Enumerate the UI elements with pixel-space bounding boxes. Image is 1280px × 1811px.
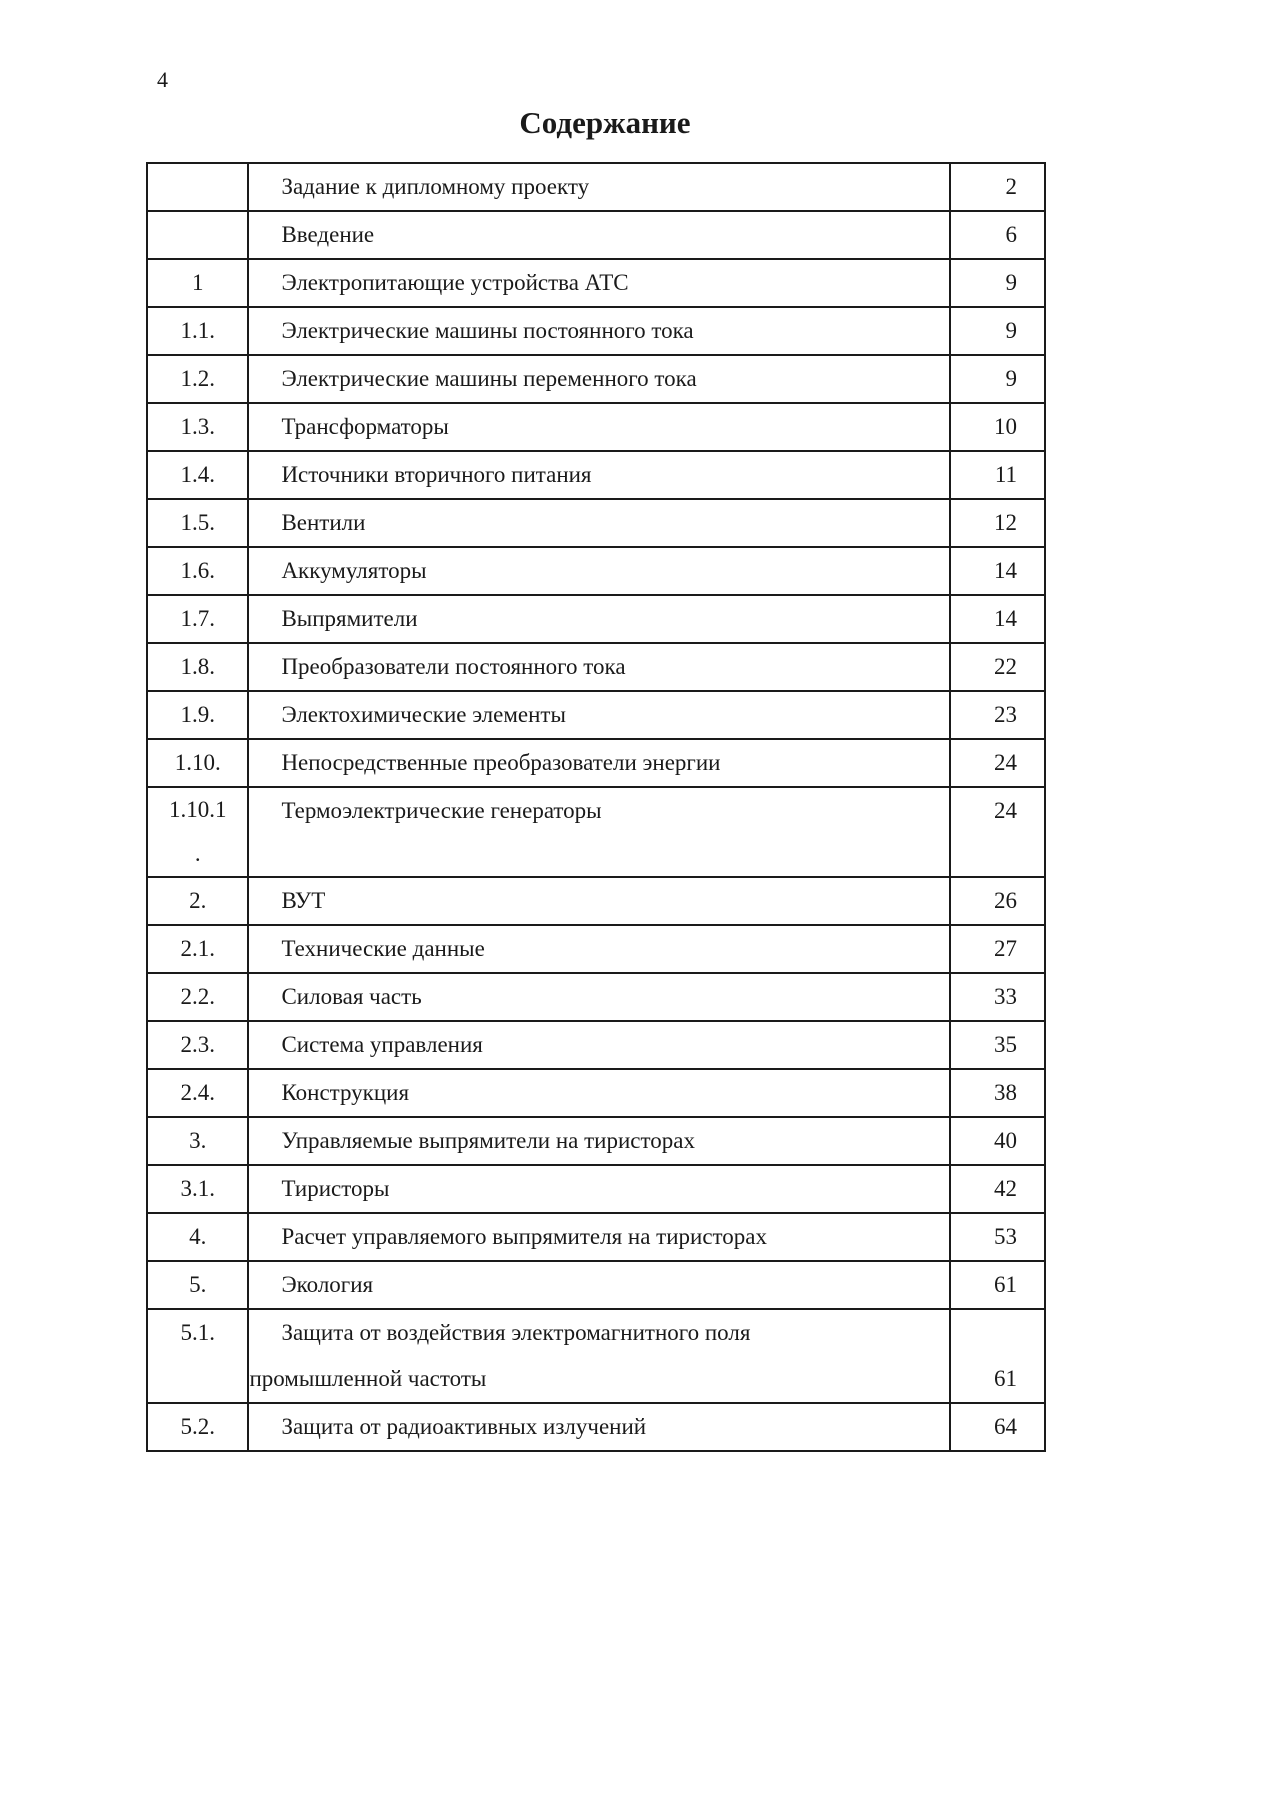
toc-title: Экология xyxy=(248,1261,949,1309)
toc-page: 6 xyxy=(950,211,1045,259)
toc-page: 33 xyxy=(950,973,1045,1021)
toc-number-line-1: 1.10.1 xyxy=(168,797,227,822)
toc-number: 5.2. xyxy=(147,1403,248,1451)
toc-page: 42 xyxy=(950,1165,1045,1213)
toc-title: Термоэлектрические генераторы xyxy=(248,787,949,877)
toc-page: 2 xyxy=(950,163,1045,211)
toc-number-line-2: . xyxy=(194,841,201,866)
toc-page: 9 xyxy=(950,355,1045,403)
toc-number: 5.1. xyxy=(147,1309,248,1403)
toc-row xyxy=(147,547,1045,595)
toc-page: 40 xyxy=(950,1117,1045,1165)
toc-page: 14 xyxy=(950,547,1045,595)
toc-page: 24 xyxy=(950,787,1045,877)
toc-row xyxy=(147,355,1045,403)
toc-title: Источники вторичного питания xyxy=(248,451,949,499)
toc-page: 35 xyxy=(950,1021,1045,1069)
toc-number xyxy=(147,211,248,259)
toc-number: 1.4. xyxy=(147,451,248,499)
toc-number: 1 xyxy=(147,259,248,307)
toc-title: Введение xyxy=(248,211,949,259)
toc-number: 3. xyxy=(147,1117,248,1165)
toc-title xyxy=(248,1309,949,1403)
toc-number: 2.4. xyxy=(147,1069,248,1117)
toc-number: 1.10. xyxy=(147,739,248,787)
toc-page: 26 xyxy=(950,877,1045,925)
toc-number: 1.5. xyxy=(147,499,248,547)
toc-row xyxy=(147,1309,1045,1403)
toc-row xyxy=(147,1261,1045,1309)
toc-title: Расчет управляемого выпрямителя на тиристорах xyxy=(248,1213,949,1261)
toc-title: Система управления xyxy=(248,1021,949,1069)
toc-row xyxy=(147,163,1045,211)
toc-title: Выпрямители xyxy=(248,595,949,643)
toc-number: 4. xyxy=(147,1213,248,1261)
page-number: 4 xyxy=(157,67,168,92)
toc-page: 24 xyxy=(950,739,1045,787)
toc-number: 1.8. xyxy=(147,643,248,691)
toc-number: 3.1. xyxy=(147,1165,248,1213)
toc-title: Технические данные xyxy=(248,925,949,973)
toc-number: 1.2. xyxy=(147,355,248,403)
toc-number: 2.3. xyxy=(147,1021,248,1069)
toc-title-line-2: промышленной частоты xyxy=(249,1366,487,1391)
toc-page: 9 xyxy=(950,307,1045,355)
toc-title: Силовая часть xyxy=(248,973,949,1021)
page-title: Содержание xyxy=(519,105,691,140)
toc-row xyxy=(147,1403,1045,1451)
toc-number: 1.3. xyxy=(147,403,248,451)
table-of-contents xyxy=(146,162,1046,1452)
toc-row xyxy=(147,739,1045,787)
toc-row xyxy=(147,259,1045,307)
toc-title: Электрические машины постоянного тока xyxy=(248,307,949,355)
toc-row xyxy=(147,1165,1045,1213)
toc-row xyxy=(147,643,1045,691)
toc-title: Электропитающие устройства АТС xyxy=(248,259,949,307)
toc-number: 1.6. xyxy=(147,547,248,595)
toc-number xyxy=(147,787,248,877)
toc-title: Аккумуляторы xyxy=(248,547,949,595)
toc-title: Тиристоры xyxy=(248,1165,949,1213)
toc-page: 23 xyxy=(950,691,1045,739)
toc-title: Вентили xyxy=(248,499,949,547)
toc-number: 2. xyxy=(147,877,248,925)
toc-title: Конструкция xyxy=(248,1069,949,1117)
toc-title: Управляемые выпрямители на тиристорах xyxy=(248,1117,949,1165)
toc-page: 9 xyxy=(950,259,1045,307)
toc-title: Задание к дипломному проекту xyxy=(248,163,949,211)
toc-page-value: 61 xyxy=(994,1366,1017,1391)
toc-number: 1.9. xyxy=(147,691,248,739)
toc-row xyxy=(147,403,1045,451)
toc-row xyxy=(147,787,1045,877)
toc-title: Трансформаторы xyxy=(248,403,949,451)
toc-number: 1.7. xyxy=(147,595,248,643)
toc-title: Преобразователи постоянного тока xyxy=(248,643,949,691)
toc-number: 1.1. xyxy=(147,307,248,355)
toc-page: 38 xyxy=(950,1069,1045,1117)
toc-row xyxy=(147,595,1045,643)
toc-title-line-1: Защита от воздействия электромагнитного поля xyxy=(281,1320,751,1345)
toc-page: 61 xyxy=(950,1261,1045,1309)
toc-number: 5. xyxy=(147,1261,248,1309)
toc-title: Электрические машины переменного тока xyxy=(248,355,949,403)
toc-number: 2.2. xyxy=(147,973,248,1021)
toc-row xyxy=(147,211,1045,259)
toc-row xyxy=(147,307,1045,355)
toc-row xyxy=(147,877,1045,925)
toc-page: 22 xyxy=(950,643,1045,691)
toc-row xyxy=(147,691,1045,739)
toc-page: 12 xyxy=(950,499,1045,547)
toc-page: 14 xyxy=(950,595,1045,643)
toc-page: 53 xyxy=(950,1213,1045,1261)
toc-page: 27 xyxy=(950,925,1045,973)
toc-page xyxy=(950,1309,1045,1403)
toc-title: ВУТ xyxy=(248,877,949,925)
toc-row xyxy=(147,499,1045,547)
toc-title: Электохимические элементы xyxy=(248,691,949,739)
toc-page: 11 xyxy=(950,451,1045,499)
toc-row xyxy=(147,1069,1045,1117)
toc-number: 2.1. xyxy=(147,925,248,973)
toc-title: Защита от радиоактивных излучений xyxy=(248,1403,949,1451)
toc-page: 10 xyxy=(950,403,1045,451)
toc-row xyxy=(147,1213,1045,1261)
toc-row xyxy=(147,451,1045,499)
toc-number xyxy=(147,163,248,211)
toc-row xyxy=(147,973,1045,1021)
toc-page: 64 xyxy=(950,1403,1045,1451)
toc-row xyxy=(147,925,1045,973)
toc-title: Непосредственные преобразователи энергии xyxy=(248,739,949,787)
toc-row xyxy=(147,1021,1045,1069)
toc-row xyxy=(147,1117,1045,1165)
